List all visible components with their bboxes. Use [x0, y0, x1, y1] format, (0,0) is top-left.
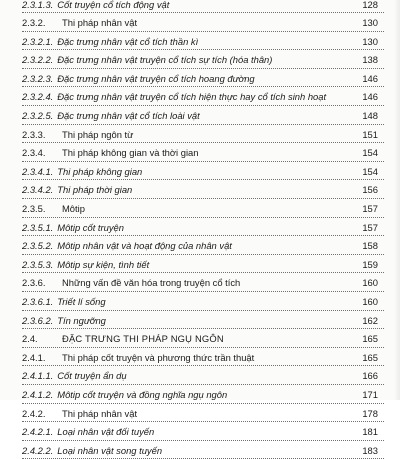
entry-title: Môtip [62, 203, 85, 215]
entry-number: 2.3.5.2. [22, 240, 54, 252]
entry-page-number: 156 [362, 184, 378, 196]
toc-entry [0, 441, 400, 459]
toc-entry [0, 180, 400, 199]
entry-title: Đặc trưng nhân vật truyện cổ tích sự tích (hóa thân) [57, 54, 273, 66]
toc-entry [0, 125, 400, 144]
entry-page-number: 148 [362, 110, 378, 122]
entry-number: 2.4.2.2. [22, 444, 54, 456]
toc-entry [0, 218, 400, 237]
entry-title: Tín ngưỡng [57, 314, 106, 326]
toc-entry [0, 13, 400, 32]
toc-entry [0, 0, 400, 13]
entry-title: Môtip cốt truyện và đồng nghĩa ngụ ngôn [57, 388, 228, 400]
toc-entry [0, 348, 400, 367]
entry-page-number: 151 [362, 128, 378, 140]
entry-number: 2.4.1. [22, 351, 46, 363]
entry-title: Đặc trưng nhân vật cổ tích thần kì [57, 35, 199, 47]
toc-entry [0, 87, 400, 106]
entry-number: 2.3.6.2. [22, 314, 54, 326]
scan-shadow [394, 0, 400, 400]
toc-entry [0, 236, 400, 255]
entry-title: ĐẶC TRƯNG THI PHÁP NGỤ NGÔN [62, 333, 224, 345]
entry-title: Thi pháp ngôn từ [62, 128, 134, 140]
entry-number: 2.3.5.3. [22, 258, 54, 270]
entry-page-number: 128 [362, 0, 378, 10]
entry-number: 2.3.2.5. [22, 110, 54, 122]
entry-title: Môtip nhân vật và hoạt động của nhân vật [57, 240, 232, 252]
entry-page-number: 183 [362, 444, 378, 456]
entry-number: 2.3.4. [22, 147, 46, 159]
entry-number: 2.4.1.2. [22, 388, 54, 400]
entry-page-number: 130 [362, 35, 378, 47]
entry-number: 2.3.4.2. [22, 184, 54, 196]
entry-number: 2.3.2.2. [22, 54, 54, 66]
toc-entry [0, 273, 400, 292]
entry-page-number: 158 [362, 240, 378, 252]
entry-page-number: 165 [362, 333, 378, 345]
toc-entry [0, 329, 400, 348]
entry-title: Thi pháp nhân vật [62, 17, 138, 29]
toc-entry [0, 422, 400, 441]
entry-title: Cốt truyện cổ tích động vật [57, 0, 170, 10]
toc-entry [0, 366, 400, 385]
entry-page-number: 165 [362, 351, 378, 363]
entry-number: 2.4.1.1. [22, 370, 54, 382]
entry-page-number: 166 [362, 370, 378, 382]
toc-entry [0, 385, 400, 404]
entry-number: 2.3.2. [22, 17, 46, 29]
entry-title: Thi pháp nhân vật [62, 407, 138, 419]
toc-entry [0, 106, 400, 125]
entry-title: Thi pháp không gian và thời gian [62, 147, 199, 159]
toc-entry [0, 143, 400, 162]
entry-page-number: 160 [362, 277, 378, 289]
entry-page-number: 157 [362, 221, 378, 233]
entry-number: 2.4. [22, 333, 38, 345]
entry-number: 2.4.2. [22, 407, 46, 419]
entry-number: 2.3.4.1. [22, 165, 54, 177]
entry-title: Thi pháp không gian [57, 165, 143, 177]
entry-page-number: 178 [362, 407, 378, 419]
entry-number: 2.4.2.1. [22, 426, 54, 438]
entry-title: Triết lí sống [57, 296, 106, 307]
toc-entry [0, 32, 400, 51]
entry-title: Môtip cốt truyện [57, 221, 124, 233]
entry-page-number: 154 [362, 165, 378, 177]
toc-entry [0, 404, 400, 423]
entry-title: Loại nhân vật song tuyến [57, 444, 163, 456]
entry-page-number: 181 [362, 426, 378, 438]
entry-page-number: 160 [362, 296, 378, 307]
toc-entry [0, 50, 400, 69]
entry-title: Đặc trưng nhân vật truyện cổ tích hiện thực hay cổ tích sinh hoạt [57, 91, 327, 103]
toc-entry [0, 162, 400, 181]
entry-page-number: 146 [362, 91, 378, 103]
entry-title: Đặc trưng nhân vật truyện cổ tích hoang đường [57, 72, 255, 84]
entry-number: 2.3.6. [22, 277, 46, 289]
entry-number: 2.3.5. [22, 203, 46, 215]
toc-entry [0, 255, 400, 274]
entry-number: 2.3.6.1. [22, 296, 54, 307]
entry-page-number: 154 [362, 147, 378, 159]
entry-number: 2.3.2.1. [22, 35, 54, 47]
entry-title: Loại nhân vật đối tuyến [57, 426, 155, 438]
entry-number: 2.3.1.3. [22, 0, 54, 10]
toc-entry [0, 69, 400, 88]
entry-title: Đặc trưng nhân vật cổ tích loài vật [57, 110, 200, 122]
entry-title: Môtip sự kiện, tình tiết [57, 258, 150, 270]
toc-entry [0, 292, 400, 311]
entry-page-number: 157 [362, 203, 378, 215]
entry-number: 2.3.2.4. [22, 91, 54, 103]
entry-title: Thi pháp cốt truyện và phương thức trần thuật [62, 351, 255, 363]
entry-title: Cốt truyện ẩn dụ [57, 370, 127, 382]
entry-page-number: 138 [362, 54, 378, 66]
entry-page-number: 159 [362, 258, 378, 270]
entry-page-number: 130 [362, 17, 378, 29]
toc-entry [0, 199, 400, 218]
entry-title: Những vấn đề văn hóa trong truyện cổ tích [62, 277, 241, 289]
entry-number: 2.3.3. [22, 128, 46, 140]
entry-page-number: 162 [362, 314, 378, 326]
entry-page-number: 146 [362, 72, 378, 84]
entry-number: 2.3.2.3. [22, 72, 54, 84]
entry-title: Thi pháp thời gian [57, 184, 133, 196]
entry-page-number: 171 [362, 388, 378, 400]
toc-entry [0, 311, 400, 330]
entry-number: 2.3.5.1. [22, 221, 54, 233]
